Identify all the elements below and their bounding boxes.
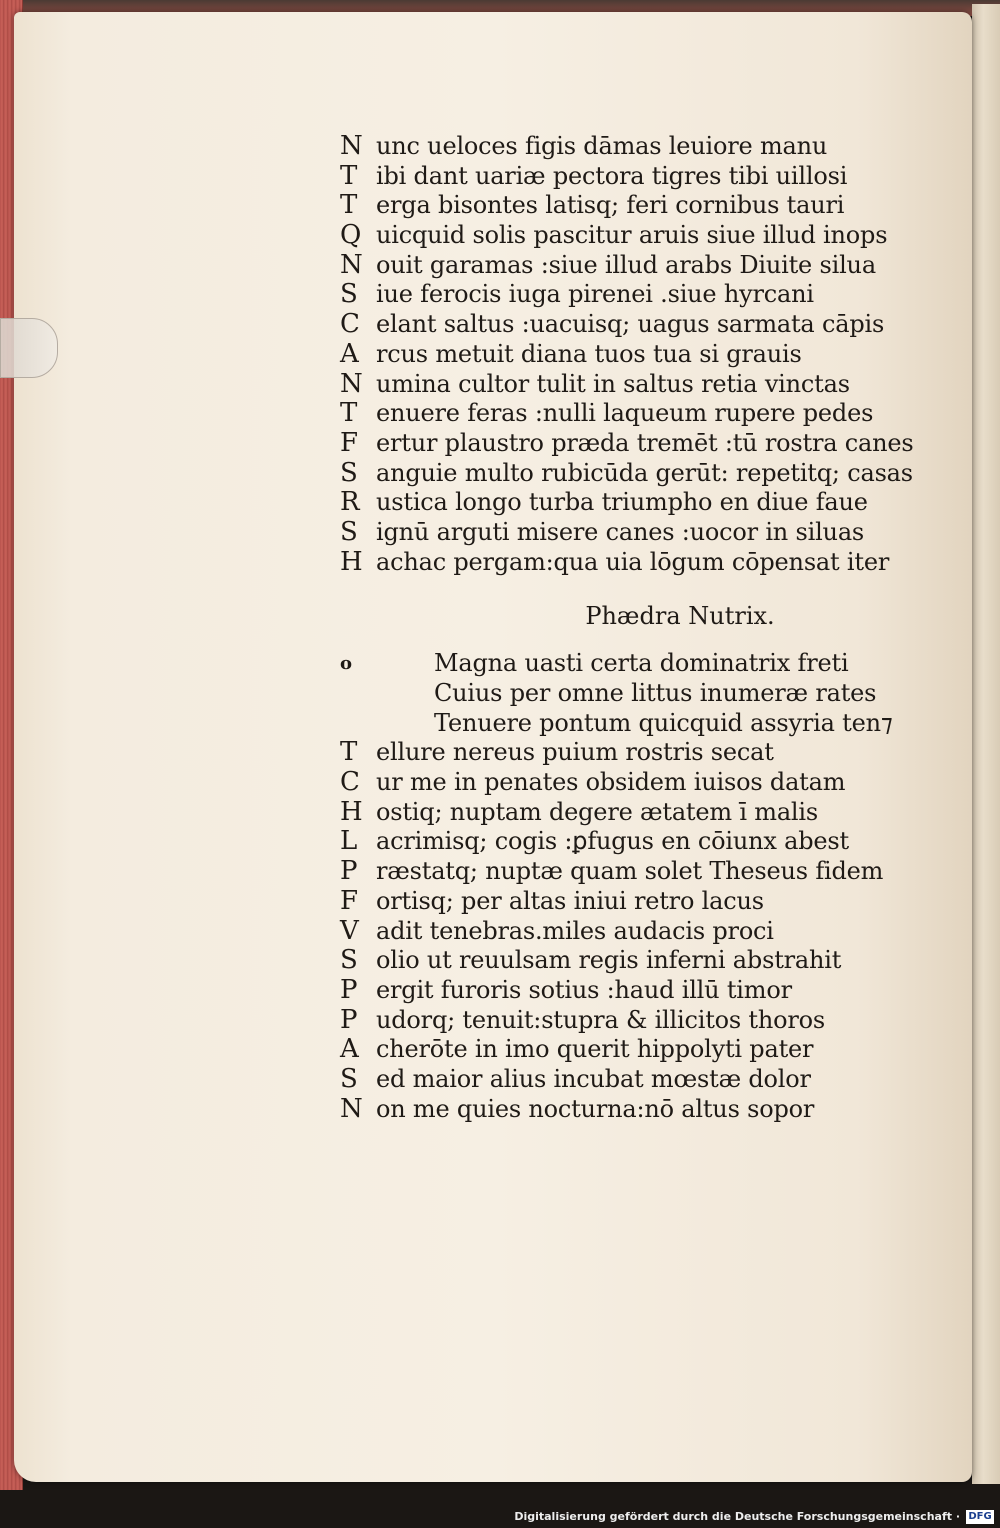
verse-line — [340, 1095, 900, 1125]
verse-line — [340, 221, 900, 251]
verse-line — [340, 518, 900, 548]
verse-line — [340, 340, 900, 370]
verse-line — [340, 946, 900, 976]
initial-letter: S — [340, 1063, 358, 1094]
verse-text: adit tenebras.miles audacis proci — [376, 916, 774, 945]
initial-letter: N — [340, 249, 363, 280]
initial-letter: P — [340, 974, 358, 1005]
verse-text: cherōte in imo querit hippolyti pater — [376, 1035, 814, 1064]
verse-line — [340, 1035, 900, 1065]
verse-text: erga bisontes latisq; feri cornibus tauri — [376, 191, 845, 220]
verse-text: ed maior alius incubat mœstæ dolor — [376, 1064, 811, 1093]
verse-text: umina cultor tulit in saltus retia vinctas — [376, 369, 850, 398]
initial-letter: T — [340, 737, 358, 768]
verse-line — [340, 427, 914, 459]
initial-letter: V — [340, 915, 359, 946]
verse-line — [340, 649, 900, 679]
verse-line — [340, 280, 900, 310]
verse-text: udorq; tenuit:stupra & illicitos thoros — [376, 1005, 826, 1034]
initial-letter: P — [340, 856, 358, 887]
stanza-1 — [340, 131, 914, 577]
verse-line — [340, 457, 913, 489]
initial-letter: S — [340, 457, 358, 488]
verse-line — [340, 709, 900, 739]
footer-credit: Digitalisierung gefördert durch die Deutsche Forschungsgemeinschaft · — [514, 1510, 960, 1523]
initial-letter: S — [340, 279, 358, 310]
verse-line — [340, 768, 900, 798]
verse-text: ibi dant uariæ pectora tigres tibi uillosi — [376, 161, 848, 190]
verse-text: elant saltus :uacuisq; uagus sarmata cāpis — [376, 310, 885, 339]
verse-text: iue ferocis iuga pirenei .siue hyrcani — [376, 280, 814, 309]
verse-text: enuere feras :nulli laqueum rupere pedes — [376, 399, 874, 428]
page-clip — [0, 318, 58, 378]
stanza-2-indented — [340, 649, 900, 738]
verse-text: ergit furoris sotius :haud illū timor — [376, 975, 792, 1004]
verse-line — [340, 827, 900, 857]
verse-line — [340, 1065, 900, 1095]
verse-line — [340, 488, 900, 518]
verse-text: Cuius per omne littus inumeræ rates — [434, 679, 877, 707]
initial-letter: T — [340, 190, 358, 221]
verse-text: ignū arguti misere canes :uocor in siluas — [376, 517, 865, 546]
initial-letter: S — [340, 516, 358, 547]
verse-text: unc ueloces figis dāmas leuiore manu — [376, 132, 828, 160]
verse-line — [340, 976, 900, 1006]
verse-line — [340, 917, 900, 947]
verse-text: olio ut reuulsam regis inferni abstrahit — [376, 946, 842, 975]
initial-letter: P — [340, 1004, 358, 1035]
verse-text: ræstatq; nuptæ quam solet Theseus fidem — [376, 857, 884, 886]
verse-text: anguie multo rubicūda gerūt: repetitq; casas — [376, 458, 913, 487]
verse-line — [340, 679, 900, 709]
verse-line — [340, 162, 900, 192]
verse-text: uicquid solis pascitur aruis siue illud inops — [376, 221, 888, 250]
page-text — [340, 131, 914, 1124]
verse-text: ouit garamas :siue illud arabs Diuite silua — [376, 250, 876, 279]
verse-text: ertur plaustro præda tremēt :tū rostra canes — [376, 428, 914, 457]
initial-letter: H — [340, 546, 363, 577]
verse-text: Tenuere pontum quicquid assyria ten⁊ — [434, 708, 893, 737]
footer-bar — [0, 1508, 1000, 1528]
initial-letter: L — [340, 826, 358, 857]
verse-line — [340, 132, 900, 162]
verse-text: Magna uasti certa dominatrix freti — [434, 649, 849, 678]
verse-line — [340, 548, 900, 578]
dfg-logo: DFG — [966, 1510, 994, 1524]
verse-line — [340, 251, 900, 281]
verse-line — [340, 798, 900, 828]
verse-text: ellure nereus puium rostris secat — [376, 738, 774, 767]
verse-text: rcus metuit diana tuos tua si grauis — [376, 339, 802, 368]
verse-line — [340, 370, 900, 400]
verse-text: achac pergam:qua uia lōgum cōpensat iter — [376, 547, 890, 576]
verse-text: ortisq; per altas iniui retro lacus — [376, 886, 764, 915]
stanza-2 — [340, 738, 900, 1124]
initial-letter: T — [340, 160, 358, 191]
initial-letter: Q — [340, 220, 362, 251]
initial-letter: N — [340, 368, 363, 399]
verse-text: on me quies nocturna:nō altus sopor — [376, 1094, 815, 1123]
verse-line — [340, 310, 900, 340]
initial-letter: R — [340, 487, 360, 518]
verse-text: ustica longo turba triumpho en diue faue — [376, 488, 868, 517]
initial-letter: S — [340, 945, 358, 976]
verse-text: ur me in penates obsidem iuisos datam — [376, 768, 846, 797]
verse-line — [340, 1006, 900, 1036]
verse-line — [340, 738, 900, 768]
initial-letter: A — [340, 338, 359, 369]
verse-line — [340, 399, 900, 429]
initial-letter: F — [340, 427, 359, 458]
verse-line — [340, 191, 900, 221]
initial-letter: o — [340, 653, 353, 675]
initial-letter: C — [340, 767, 360, 798]
initial-letter: N — [340, 131, 363, 161]
facing-page-edge — [972, 4, 1000, 1484]
verse-line — [340, 857, 900, 887]
verse-text: acrimisq; cogis :ꝑfugus en cōiunx abest — [376, 827, 849, 856]
verse-line — [340, 887, 900, 917]
initial-letter: C — [340, 309, 360, 340]
initial-letter: F — [340, 885, 359, 916]
initial-letter: H — [340, 796, 363, 827]
initial-letter: A — [340, 1034, 359, 1065]
section-heading: Phædra Nutrix. — [585, 602, 775, 631]
initial-letter: T — [340, 398, 358, 429]
initial-letter: N — [340, 1093, 363, 1124]
verse-text: ostiq; nuptam degere ætatem ī malis — [376, 797, 819, 826]
